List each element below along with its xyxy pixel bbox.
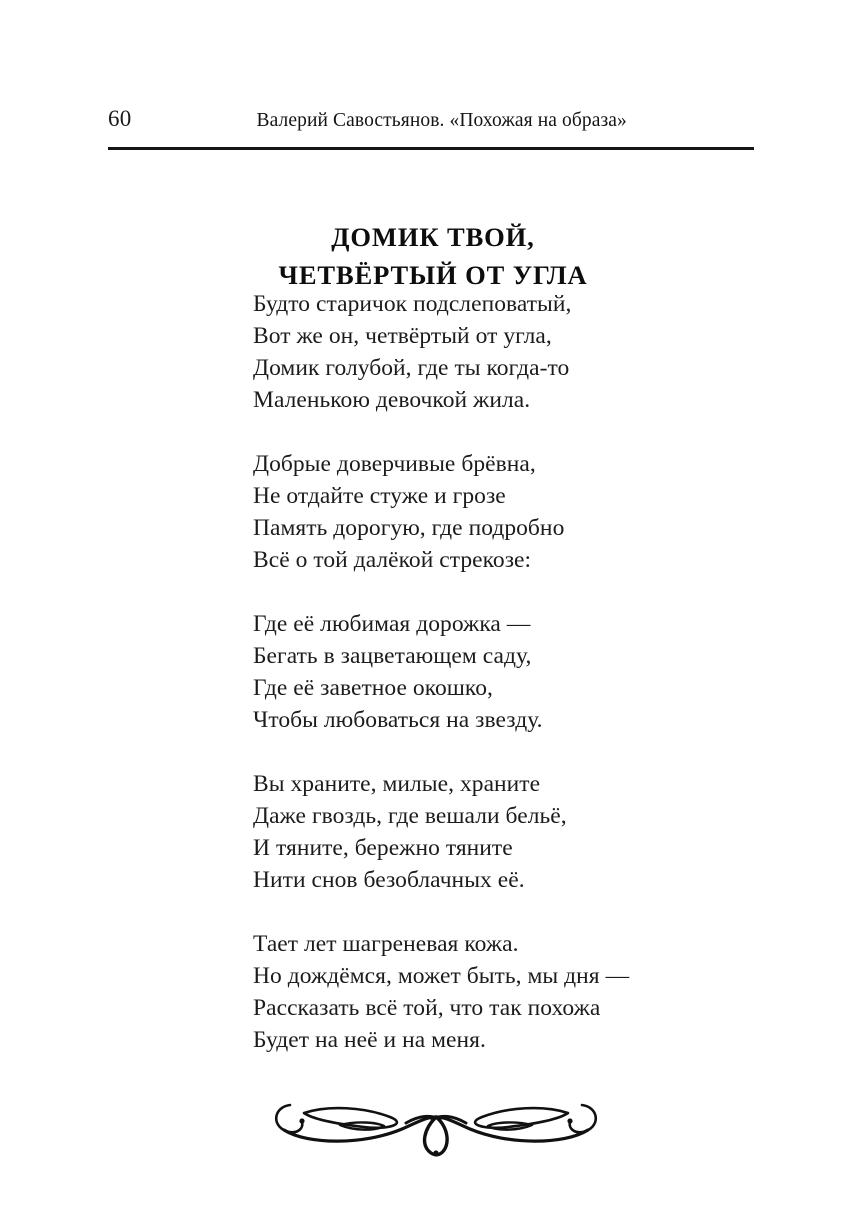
verse-line: Но дождёмся, может быть, мы дня — xyxy=(253,963,630,989)
verse-line: И тяните, бережно тяните xyxy=(253,835,513,861)
verse-line: Всё о той далёкой стрекозе: xyxy=(253,547,532,573)
running-head-title: Валерий Савостьянов. «Похожая на образа» xyxy=(256,110,627,131)
header-rule xyxy=(108,147,754,150)
stanza-1 xyxy=(253,288,813,416)
verse-line: Рассказать всё той, что так похожа xyxy=(253,995,601,1021)
verse-line: Бегать в зацветающем саду, xyxy=(253,643,532,669)
stanza-3 xyxy=(253,608,813,736)
verse-line: Вы храните, милые, храните xyxy=(253,771,541,797)
verse-line: Где её заветное окошко, xyxy=(253,675,493,701)
verse-line: Вот же он, четвёртый от угла, xyxy=(253,323,552,349)
ornament-divider xyxy=(268,1087,604,1163)
poem-title-line-2: ЧЕТВЁРТЫЙ ОТ УГЛА xyxy=(278,260,588,291)
stanza-5 xyxy=(253,928,813,1056)
stanza-4 xyxy=(253,768,813,896)
verse-line: Тает лет шагреневая кожа. xyxy=(253,931,519,957)
verse-line: Где её любимая дорожка — xyxy=(253,611,531,637)
stanza-2 xyxy=(253,448,813,576)
page-number: 60 xyxy=(108,106,132,131)
running-head xyxy=(108,104,754,138)
poem-title xyxy=(0,218,866,294)
verse-line: Память дорогую, где подробно xyxy=(253,515,565,541)
verse-line: Даже гвоздь, где вешали бельё, xyxy=(253,803,567,829)
verse-line: Чтобы любоваться на звезду. xyxy=(253,707,543,733)
poem-title-line-1: ДОМИК ТВОЙ, xyxy=(331,222,535,253)
verse-line: Маленькою девочкой жила. xyxy=(253,387,531,413)
verse-line: Добрые доверчивые брёвна, xyxy=(253,451,536,477)
calligraphic-flourish-icon xyxy=(268,1087,604,1163)
verse-line: Нити снов безоблачных её. xyxy=(253,867,525,893)
poem-body xyxy=(253,288,813,1056)
verse-line: Не отдайте стуже и грозе xyxy=(253,483,506,509)
verse-line: Будет на неё и на меня. xyxy=(253,1027,486,1053)
verse-line: Будто старичок подслеповатый, xyxy=(253,291,572,317)
verse-line: Домик голубой, где ты когда-то xyxy=(253,355,570,381)
